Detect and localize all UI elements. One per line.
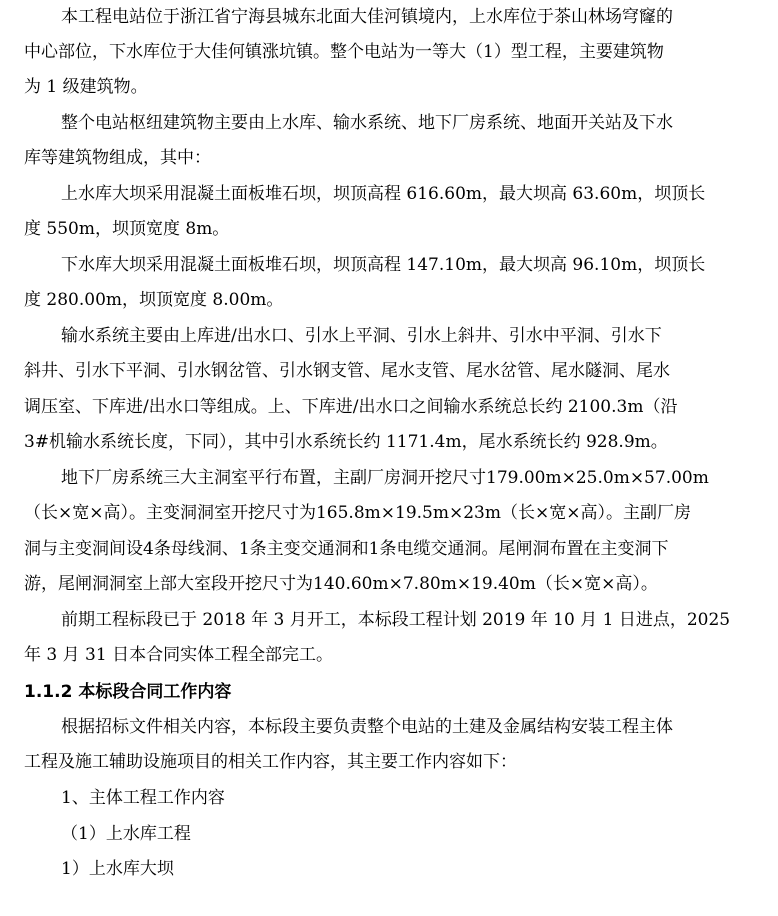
text-line: （长×宽×高）。主变洞洞室开挖尺寸为165.8m×19.5m×23m（长×宽×高）。主副厂房: [24, 503, 691, 523]
text-line: 度 280.00m，坝顶宽度 8.00m。: [24, 290, 284, 310]
text-line: 库等建筑物组成，其中：: [24, 148, 211, 168]
text-line: 中心部位，下水库位于大佳何镇涨坑镇。整个电站为一等大（1）型工程，主要建筑物: [24, 42, 664, 62]
section-title: 1.1.2 本标段合同工作内容: [24, 682, 232, 702]
text-line: 工程及施工辅助设施项目的相关工作内容，其主要工作内容如下：: [24, 752, 517, 772]
text-line: 洞与主变洞间设4条母线洞、1条主变交通洞和1条电缆交通洞。尾闸洞布置在主变洞下: [24, 539, 669, 559]
text-line: 斜井、引水下平洞、引水钢岔管、引水钢支管、尾水支管、尾水岔管、尾水隧洞、尾水: [24, 361, 670, 381]
text-line: 整个电站枢纽建筑物主要由上水库、输水系统、地下厂房系统、地面开关站及下水: [61, 113, 673, 133]
list-item-text: （1）上水库工程: [61, 824, 191, 844]
text-line: 为 1 级建筑物。: [24, 77, 148, 97]
text-line: 前期工程标段已于 2018 年 3 月开工，本标段工程计划 2019 年 10 月 1 日进点，2025: [61, 610, 731, 630]
text-line: 根据招标文件相关内容，本标段主要负责整个电站的土建及金属结构安装工程主体: [61, 717, 673, 737]
text-line: 3#机输水系统长度，下同），其中引水系统长约 1171.4m，尾水系统长约 928.9m。: [24, 432, 668, 452]
text-line: 度 550m，坝顶宽度 8m。: [24, 219, 230, 239]
text-line: 调压室、下库进/出水口等组成。上、下库进/出水口之间输水系统总长约 2100.3m（沿: [24, 397, 678, 417]
text-line: 下水库大坝采用混凝土面板堆石坝，坝顶高程 147.10m，最大坝高 96.10m，坝顶长: [61, 255, 706, 275]
list-item-text: 1）上水库大坝: [61, 859, 174, 879]
text-line: 上水库大坝采用混凝土面板堆石坝，坝顶高程 616.60m，最大坝高 63.60m，坝顶长: [61, 184, 706, 204]
text-line: 本工程电站位于浙江省宁海县城东北面大佳河镇境内，上水库位于茶山林场穹窿的: [61, 7, 673, 27]
text-line: 地下厂房系统三大主洞室平行布置，主副厂房洞开挖尺寸179.00m×25.0m×57.00m: [61, 468, 709, 488]
list-item-text: 1、主体工程工作内容: [61, 788, 225, 808]
text-line: 输水系统主要由上库进/出水口、引水上平洞、引水上斜井、引水中平洞、引水下: [61, 326, 662, 346]
text-line: 年 3 月 31 日本合同实体工程全部完工。: [24, 645, 334, 665]
text-line: 游，尾闸洞洞室上部大室段开挖尺寸为140.60m×7.80m×19.40m（长×宽×高）。: [24, 574, 658, 594]
